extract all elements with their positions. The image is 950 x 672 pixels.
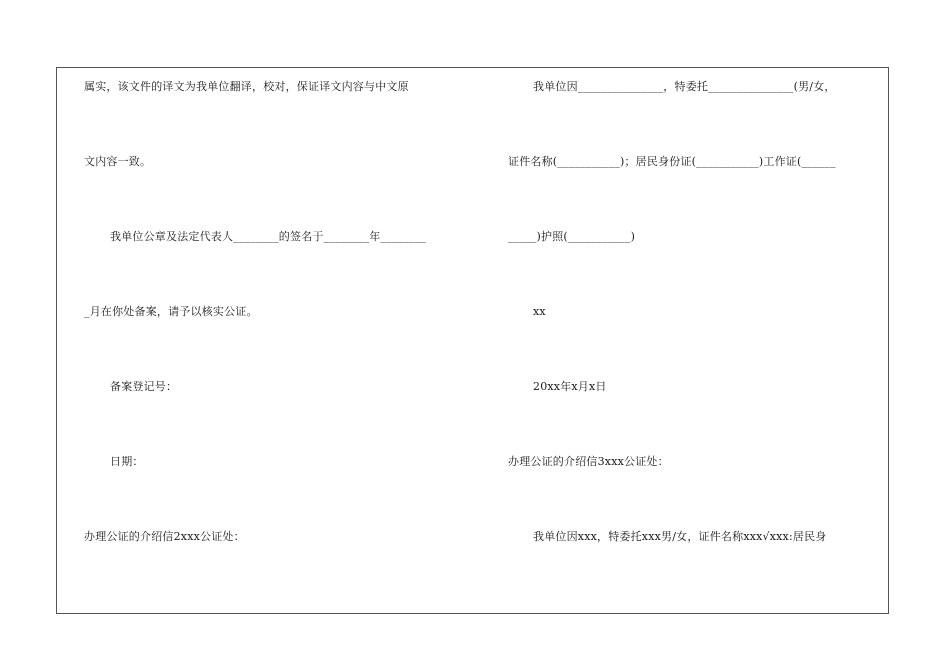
right-line-passport: _____)护照(___________) [508, 230, 636, 243]
left-line-consistent: 文内容一致。 [84, 155, 152, 168]
left-line-date: 日期： [110, 455, 144, 468]
left-line-filing-request: _月在你处备案，请予以核实公证。 [84, 305, 258, 318]
right-line-signature-placeholder: xx [533, 305, 546, 318]
left-line-translation-statement: 属实，该文件的译文为我单位翻译，校对，保证译文内容与中文原 [84, 80, 409, 93]
right-line-date: 20xx年x月x日 [533, 380, 607, 393]
left-line-seal-signature: 我单位公章及法定代表人________的签名于________年________ [110, 230, 426, 243]
right-line-entrust: 我单位因_______________，特委托_______________(男/女， [533, 80, 836, 93]
left-line-registration-number: 备案登记号： [110, 380, 178, 393]
right-line-id-documents: 证件名称(___________)；居民身份证(___________)工作证(______ [508, 155, 836, 168]
left-line-letter-heading-2: 办理公证的介绍信2xxx公证处： [84, 530, 245, 543]
right-line-letter-heading-3: 办理公证的介绍信3xxx公证处： [508, 455, 669, 468]
right-line-entrust-filled: 我单位因xxx，特委托xxx男/女，证件名称xxx√xxx:居民身 [533, 530, 827, 543]
